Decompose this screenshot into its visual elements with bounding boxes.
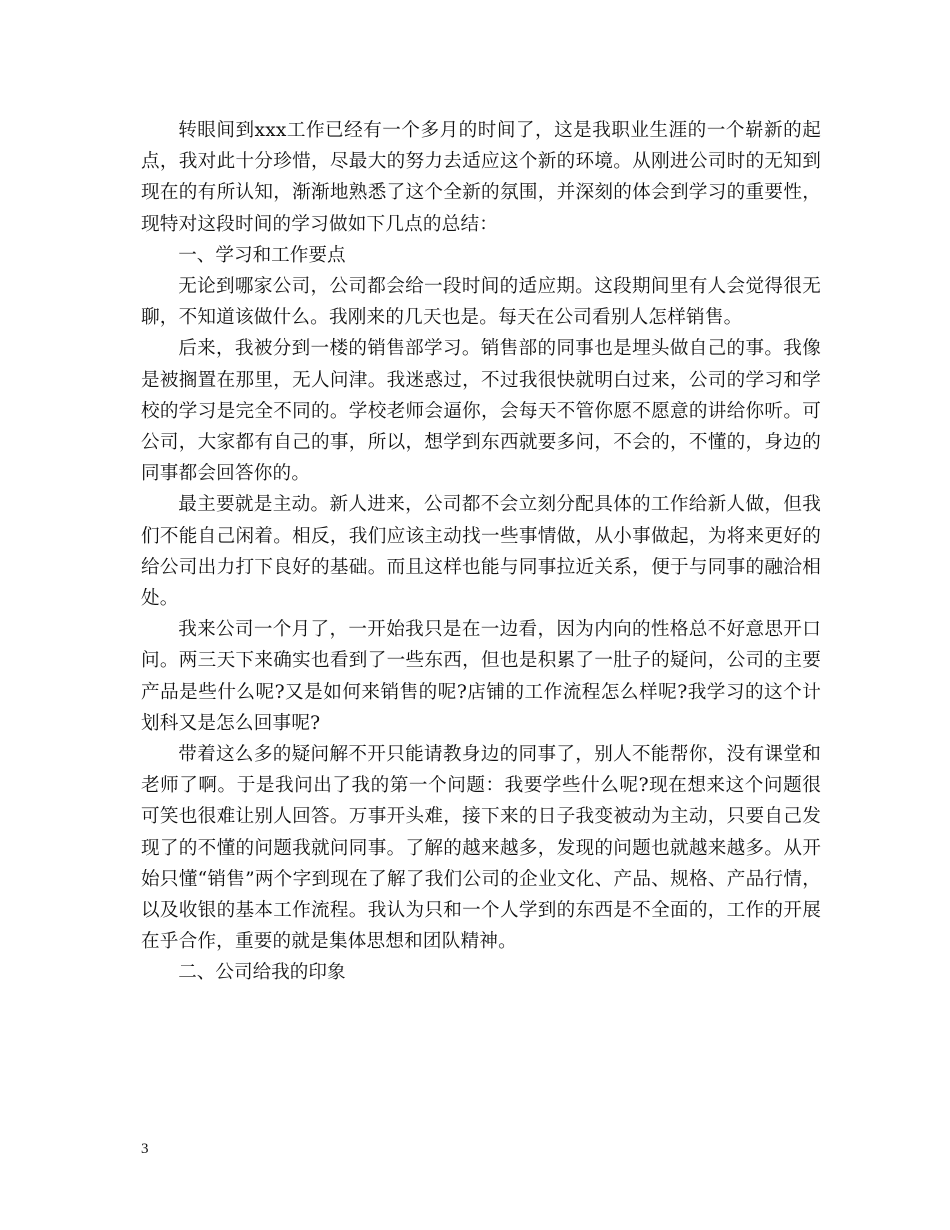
document-body xyxy=(141,115,821,989)
section-heading-1: 一、学习和工作要点 xyxy=(178,244,346,266)
paragraph-first-month: 我来公司一个月了，一开始我只是在一边看，因为内向的性格总不好意思开口问。两三天下来确实也看到了一些东西，但也是积累了一肚子的疑问，公司的主要产品是些什么呢?又是如何来销售的呢?店铺的工作流程怎么样呢?我学习的这个计划科又是怎么回事呢? xyxy=(141,619,821,734)
paragraph-adaptation: 无论到哪家公司，公司都会给一段时间的适应期。这段期间里有人会觉得很无聊，不知道该做什么。我刚来的几天也是。每天在公司看别人怎样销售。 xyxy=(141,276,821,329)
paragraph-initiative: 最主要就是主动。新人进来，公司都不会立刻分配具体的工作给新人做，但我们不能自己闲着。相反，我们应该主动找一些事情做，从小事做起，为将来更好的给公司出力打下良好的基础。而且这样也能与同事拉近关系，便于与同事的融洽相处。 xyxy=(141,494,821,610)
paragraph-questions: 带着这么多的疑问解不开只能请教身边的同事了，别人不能帮你，没有课堂和老师了啊。于是我问出了我的第一个问题：我要学些什么呢?现在想来这个问题很可笑也很难让别人回答。万事开头难，接下来的日子我变被动为主动，只要自己发现了的不懂的问题我就问同事。了解的越来越多，发现的问题也就越来越多。从开始只懂“销售”两个字到现在了解了我们公司的企业文化、产品、规格、产品行情，以及收银的基本工作流程。我认为只和一个人学到的东西是不全面的，工作的开展在乎合作，重要的就是集体思想和团队精神。 xyxy=(141,744,821,953)
section-heading-2: 二、公司给我的印象 xyxy=(178,962,346,984)
paragraph-sales-dept: 后来，我被分到一楼的销售部学习。销售部的同事也是埋头做自己的事。我像是被搁置在那里，无人问津。我迷惑过，不过我很快就明白过来，公司的学习和学校的学习是完全不同的。学校老师会逼你，会每天不管你愿不愿意的讲给你听。可公司，大家都有自己的事，所以，想学到东西就要多问，不会的，不懂的，身边的同事都会回答你的。 xyxy=(141,338,821,485)
page-number: 3 xyxy=(141,1141,149,1157)
paragraph-intro: 转眼间到xxx工作已经有一个多月的时间了，这是我职业生涯的一个崭新的起点，我对此十分珍惜，尽最大的努力去适应这个新的环境。从刚进公司时的无知到现在的有所认知，渐渐地熟悉了这个全新的氛围，并深刻的体会到学习的重要性，现特对这段时间的学习做如下几点的总结： xyxy=(141,120,821,235)
